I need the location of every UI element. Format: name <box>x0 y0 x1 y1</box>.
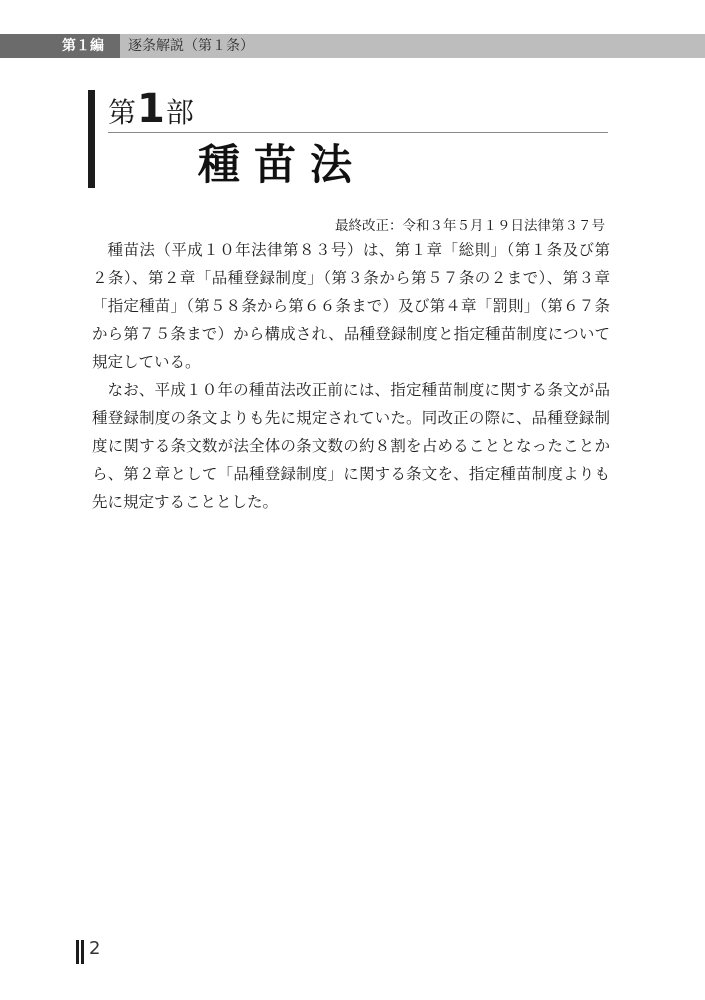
part-heading-number: 1 <box>137 86 165 132</box>
part-heading-suffix: 部 <box>165 96 194 129</box>
running-header-section: 逐条解説（第１条） <box>128 38 254 54</box>
page-number: 2 <box>89 938 101 959</box>
page-number-bar <box>81 940 84 964</box>
body-paragraph: なお、平成１０年の種苗法改正前には、指定種苗制度に関する条文が品種登録制度の条文よりも先に規定されていた。同改正の際に、品種登録制度に関する条文数が法全体の条文数の約８割を占めることとなったことから、第２章として「品種登録制度」に関する条文を、指定種苗制度よりも先に規定することとした。 <box>92 381 610 511</box>
law-title: 種苗法 <box>198 140 367 189</box>
body-text <box>92 236 610 516</box>
title-accent-bar <box>88 90 95 188</box>
last-amendment-note: 最終改正：令和３年５月１９日法律第３７号 <box>335 218 605 234</box>
page-number-bar <box>76 940 79 964</box>
part-heading-prefix: 第 <box>108 96 137 129</box>
title-rule <box>108 132 608 133</box>
part-heading <box>108 86 194 130</box>
running-header-part: 第１編 <box>62 38 104 54</box>
body-paragraph: 種苗法（平成１０年法律第８３号）は、第１章「総則」（第１条及び第２条）、第２章「品種登録制度」（第３条から第５７条の２まで）、第３章「指定種苗」（第５８条から第６６条まで）及び第４章「罰則」（第６７条から第７５条まで）から構成され、品種登録制度と指定種苗制度について規定している。 <box>92 241 610 371</box>
